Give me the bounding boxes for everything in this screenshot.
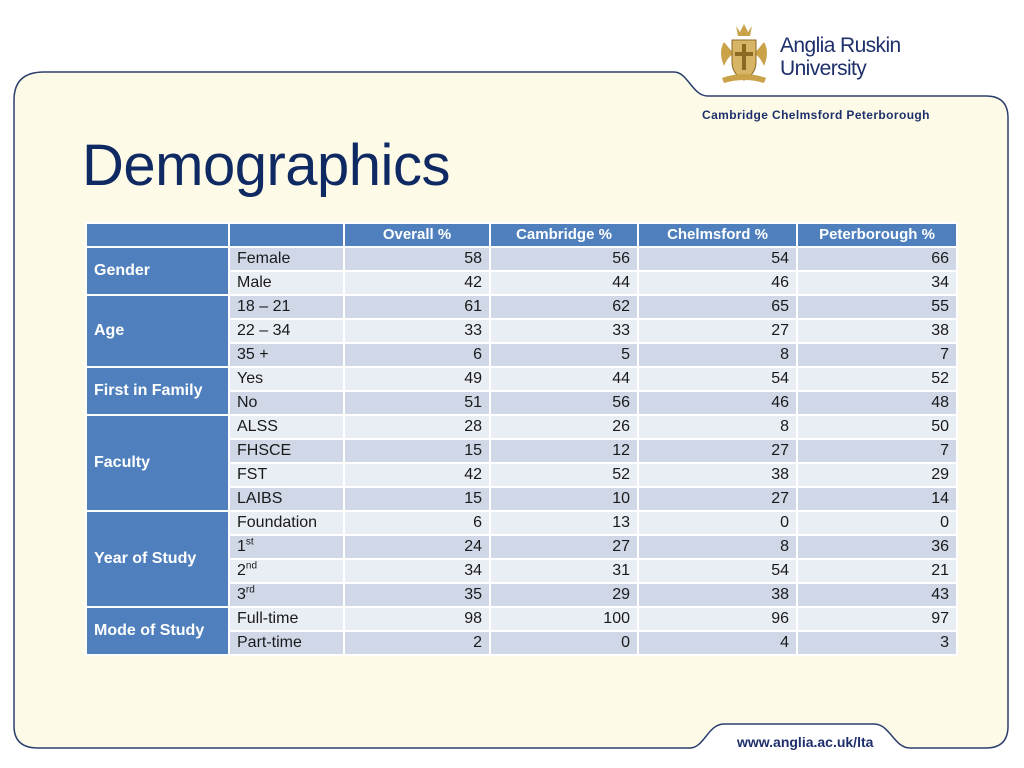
value-cell: 66 bbox=[797, 247, 957, 271]
row-label-cell bbox=[229, 343, 344, 367]
value-cell: 44 bbox=[490, 367, 638, 391]
value-cell: 31 bbox=[490, 559, 638, 583]
value-cell: 38 bbox=[638, 583, 797, 607]
row-label-cell bbox=[229, 271, 344, 295]
value-cell: 27 bbox=[638, 319, 797, 343]
row-label-cell bbox=[229, 607, 344, 631]
value-cell: 42 bbox=[344, 463, 490, 487]
value-cell: 54 bbox=[638, 559, 797, 583]
row-label: Full-time bbox=[237, 610, 299, 627]
university-crest-icon bbox=[716, 20, 772, 86]
value-cell: 97 bbox=[797, 607, 957, 631]
table-row bbox=[86, 367, 957, 391]
value-cell: 52 bbox=[797, 367, 957, 391]
row-label: No bbox=[237, 394, 258, 411]
value-cell: 38 bbox=[797, 319, 957, 343]
value-cell: 49 bbox=[344, 367, 490, 391]
row-label: 3 bbox=[237, 586, 246, 603]
value-cell: 56 bbox=[490, 391, 638, 415]
row-label: 35 + bbox=[237, 346, 269, 363]
row-label-cell bbox=[229, 415, 344, 439]
value-cell: 48 bbox=[797, 391, 957, 415]
row-label: Part-time bbox=[237, 634, 302, 651]
value-cell: 21 bbox=[797, 559, 957, 583]
column-header: Cambridge % bbox=[490, 223, 638, 247]
value-cell: 46 bbox=[638, 391, 797, 415]
row-label-cell bbox=[229, 247, 344, 271]
value-cell: 24 bbox=[344, 535, 490, 559]
row-label-cell bbox=[229, 487, 344, 511]
campus-list: Cambridge Chelmsford Peterborough bbox=[702, 108, 930, 122]
value-cell: 26 bbox=[490, 415, 638, 439]
table-body bbox=[86, 247, 957, 655]
value-cell: 56 bbox=[490, 247, 638, 271]
row-label-cell bbox=[229, 463, 344, 487]
value-cell: 54 bbox=[638, 367, 797, 391]
group-label: Year of Study bbox=[86, 511, 229, 607]
value-cell: 5 bbox=[490, 343, 638, 367]
value-cell: 0 bbox=[638, 511, 797, 535]
value-cell: 27 bbox=[490, 535, 638, 559]
table-row bbox=[86, 247, 957, 271]
table-row bbox=[86, 295, 957, 319]
value-cell: 51 bbox=[344, 391, 490, 415]
column-header: Chelmsford % bbox=[638, 223, 797, 247]
column-header bbox=[229, 223, 344, 247]
value-cell: 61 bbox=[344, 295, 490, 319]
value-cell: 27 bbox=[638, 487, 797, 511]
value-cell: 12 bbox=[490, 439, 638, 463]
row-label: Male bbox=[237, 274, 272, 291]
value-cell: 15 bbox=[344, 439, 490, 463]
value-cell: 96 bbox=[638, 607, 797, 631]
group-label: Mode of Study bbox=[86, 607, 229, 655]
value-cell: 34 bbox=[344, 559, 490, 583]
value-cell: 8 bbox=[638, 343, 797, 367]
table-header-row bbox=[86, 223, 957, 247]
row-label: Yes bbox=[237, 370, 264, 387]
row-label-cell bbox=[229, 367, 344, 391]
row-label: LAIBS bbox=[237, 490, 283, 507]
value-cell: 2 bbox=[344, 631, 490, 655]
page-title: Demographics bbox=[82, 133, 450, 198]
ordinal-suffix: rd bbox=[245, 584, 255, 596]
row-label-cell bbox=[229, 511, 344, 535]
value-cell: 38 bbox=[638, 463, 797, 487]
university-name: Anglia Ruskin University bbox=[780, 34, 901, 80]
ordinal-suffix: nd bbox=[245, 560, 258, 572]
value-cell: 10 bbox=[490, 487, 638, 511]
group-label: Age bbox=[86, 295, 229, 367]
row-label-cell bbox=[229, 631, 344, 655]
row-label: 18 – 21 bbox=[237, 298, 291, 315]
value-cell: 46 bbox=[638, 271, 797, 295]
value-cell: 33 bbox=[490, 319, 638, 343]
value-cell: 98 bbox=[344, 607, 490, 631]
value-cell: 7 bbox=[797, 439, 957, 463]
row-label: Female bbox=[237, 250, 291, 267]
value-cell: 15 bbox=[344, 487, 490, 511]
value-cell: 0 bbox=[797, 511, 957, 535]
row-label: 22 – 34 bbox=[237, 322, 291, 339]
value-cell: 14 bbox=[797, 487, 957, 511]
row-label: Foundation bbox=[237, 514, 318, 531]
row-label: FHSCE bbox=[237, 442, 292, 459]
value-cell: 29 bbox=[797, 463, 957, 487]
value-cell: 34 bbox=[797, 271, 957, 295]
value-cell: 0 bbox=[490, 631, 638, 655]
row-label: ALSS bbox=[237, 418, 278, 435]
value-cell: 27 bbox=[638, 439, 797, 463]
value-cell: 6 bbox=[344, 343, 490, 367]
value-cell: 4 bbox=[638, 631, 797, 655]
row-label-cell bbox=[229, 583, 344, 607]
value-cell: 50 bbox=[797, 415, 957, 439]
group-label: Faculty bbox=[86, 415, 229, 511]
row-label-cell bbox=[229, 295, 344, 319]
value-cell: 52 bbox=[490, 463, 638, 487]
value-cell: 58 bbox=[344, 247, 490, 271]
row-label: FST bbox=[237, 466, 268, 483]
value-cell: 33 bbox=[344, 319, 490, 343]
value-cell: 100 bbox=[490, 607, 638, 631]
value-cell: 8 bbox=[638, 415, 797, 439]
value-cell: 54 bbox=[638, 247, 797, 271]
university-logo bbox=[716, 20, 916, 90]
value-cell: 7 bbox=[797, 343, 957, 367]
row-label-cell bbox=[229, 391, 344, 415]
value-cell: 29 bbox=[490, 583, 638, 607]
demographics-table bbox=[85, 222, 958, 656]
row-label-cell bbox=[229, 559, 344, 583]
table-row bbox=[86, 415, 957, 439]
value-cell: 36 bbox=[797, 535, 957, 559]
value-cell: 3 bbox=[797, 631, 957, 655]
value-cell: 8 bbox=[638, 535, 797, 559]
row-label: 1 bbox=[237, 538, 246, 555]
row-label-cell bbox=[229, 439, 344, 463]
value-cell: 13 bbox=[490, 511, 638, 535]
group-label: First in Family bbox=[86, 367, 229, 415]
row-label: 2 bbox=[237, 562, 246, 579]
value-cell: 35 bbox=[344, 583, 490, 607]
value-cell: 44 bbox=[490, 271, 638, 295]
ordinal-suffix: st bbox=[245, 536, 254, 548]
column-header: Peterborough % bbox=[797, 223, 957, 247]
table-row bbox=[86, 607, 957, 631]
table-row bbox=[86, 511, 957, 535]
column-header: Overall % bbox=[344, 223, 490, 247]
value-cell: 62 bbox=[490, 295, 638, 319]
value-cell: 65 bbox=[638, 295, 797, 319]
value-cell: 55 bbox=[797, 295, 957, 319]
value-cell: 6 bbox=[344, 511, 490, 535]
row-label-cell bbox=[229, 319, 344, 343]
value-cell: 28 bbox=[344, 415, 490, 439]
value-cell: 42 bbox=[344, 271, 490, 295]
row-label-cell bbox=[229, 535, 344, 559]
column-header bbox=[86, 223, 229, 247]
footer-url: www.anglia.ac.uk/lta bbox=[737, 734, 874, 750]
group-label: Gender bbox=[86, 247, 229, 295]
value-cell: 43 bbox=[797, 583, 957, 607]
